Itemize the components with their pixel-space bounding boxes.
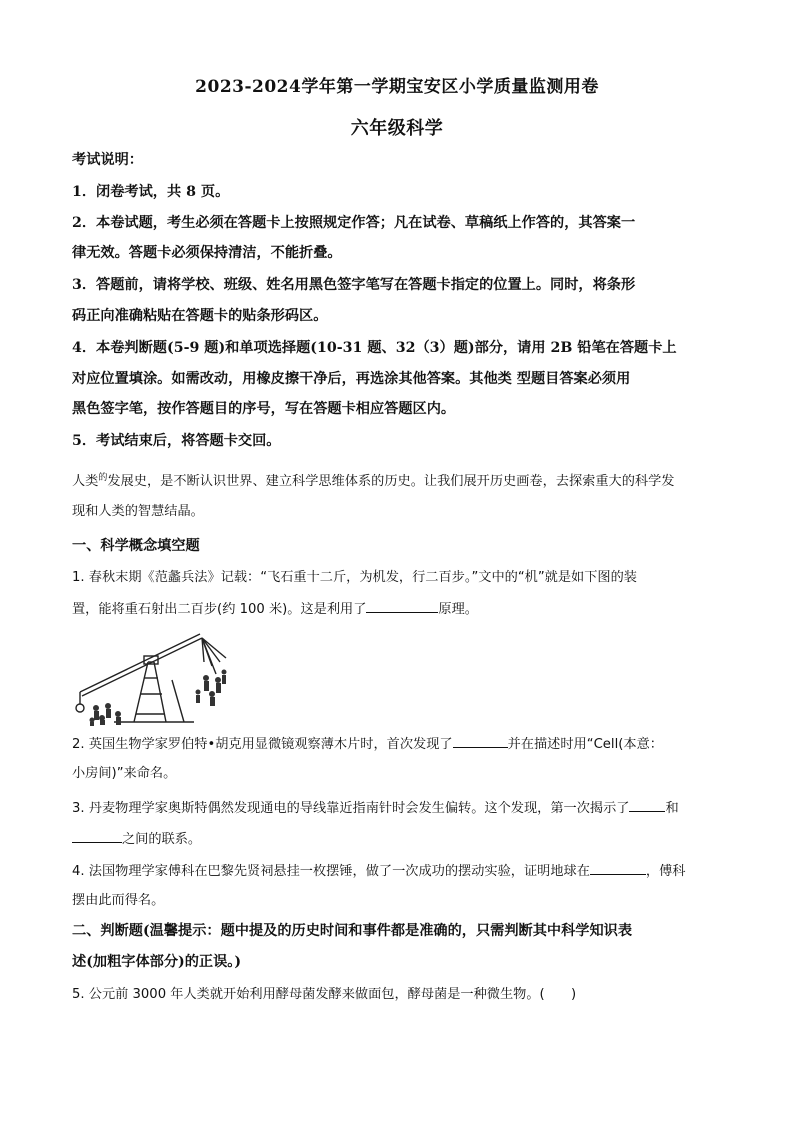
catapult-illustration	[74, 622, 234, 726]
intro-line-1: 人类$^的$发展史，是不断认识世界、建立科学思维体系的历史。让我们展开历史画卷，去探索重大的科学发	[72, 473, 675, 489]
instruction-4-line-2: 对应位置填涂。如需改动，用橡皮擦干净后，再选涂其他答案。其他类 型题目答案必须用	[72, 371, 631, 387]
question-4-line-1: 4. 法国物理学家傅科在巴黎先贤祠悬挂一枚摆锤，做了一次成功的摆动实验，证明地球在 ，傅科	[72, 860, 724, 882]
question-2-line-2: 小房间)”来命名。	[72, 766, 177, 781]
instruction-4-line-1: 4．本卷判断题(5-9 题)和单项选择题(10-31 题、32（3）题)部分，请用 2B 铅笔在答题卡上	[72, 340, 677, 356]
instruction-1: 1．闭卷考试，共 8 页。	[72, 184, 230, 200]
instruction-2-line-2: 律无效。答题卡必须保持清洁，不能折叠。	[72, 245, 342, 261]
answer-blank	[366, 598, 438, 613]
question-3-line-2: 之间的联系。	[72, 828, 724, 850]
question-1-line-2: 置，能将重石射出二百步(约 100 米)。这是利用了 原理。	[72, 598, 724, 620]
instruction-2-line-1: 2．本卷试题，考生必须在答题卡上按照规定作答；凡在试卷、草稿纸上作答的，其答案一	[72, 215, 636, 231]
instruction-3-line-1: 3．答题前，请将学校、班级、姓名用黑色签字笔写在答题卡指定的位置上。同时，将条形	[72, 277, 636, 293]
answer-blank	[629, 797, 665, 812]
instructions-heading: 考试说明：	[72, 152, 143, 168]
section-1-heading: 一、科学概念填空题	[72, 538, 200, 554]
question-5: 5. 公元前 3000 年人类就开始利用酵母菌发酵来做面包，酵母菌是一种微生物。( )	[72, 987, 577, 1002]
section-2-heading-line-1: 二、判断题(温馨提示：题中提及的历史时间和事件都是准确的，只需判断其中科学知识表	[72, 923, 633, 939]
answer-blank	[590, 860, 646, 875]
question-3-line-1: 3. 丹麦物理学家奥斯特偶然发现通电的导线靠近指南针时会发生偏转。这个发现，第一次揭示了 和	[72, 797, 724, 819]
question-4-line-2: 摆由此而得名。	[72, 893, 165, 908]
answer-blank	[453, 733, 508, 748]
question-2-line-1: 2. 英国生物学家罗伯特•胡克用显微镜观察薄木片时，首次发现了 并在描述时用“Cell(本意：	[72, 733, 724, 755]
exam-subject: 六年级科学	[350, 118, 444, 139]
exam-title: 2023-2024学年第一学期宝安区小学质量监测用卷	[195, 77, 599, 97]
question-1-line-1: 1. 春秋末期《范蠡兵法》记载：“飞石重十二斤，为机发，行二百步。”文中的“机”就是如下图的装	[72, 570, 637, 585]
section-2-heading-line-2: 述(加粗字体部分)的正误。)	[72, 954, 242, 970]
intro-line-2: 现和人类的智慧结晶。	[72, 504, 204, 519]
instruction-5: 5．考试结束后，将答题卡交回。	[72, 433, 281, 449]
instruction-4-line-3: 黑色签字笔，按作答题目的序号，写在答题卡相应答题区内。	[72, 401, 456, 417]
instruction-3-line-2: 码正向准确粘贴在答题卡的贴条形码区。	[72, 308, 328, 324]
answer-blank	[72, 828, 122, 843]
